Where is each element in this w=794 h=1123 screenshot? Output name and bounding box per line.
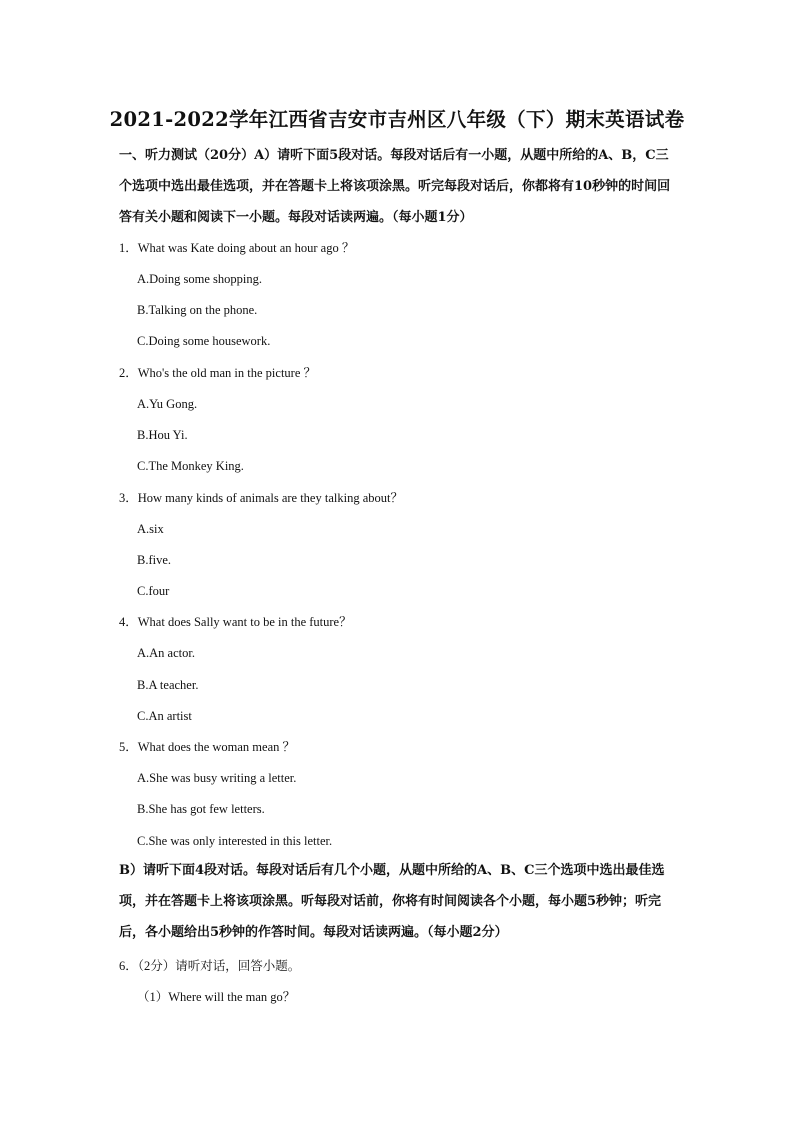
question-6-stem: 6．（2分）请听对话，回答小题。 [119,959,301,973]
question-2-option-b: B.Hou Yi. [137,428,188,442]
question-4-option-b: B.A teacher. [137,678,199,692]
question-4-option-a: A.An actor. [137,646,195,660]
question-5-option-b: B.She has got few letters. [137,802,265,816]
question-5-option-a: A.She was busy writing a letter. [137,771,297,785]
question-5-option-c: C.She was only interested in this letter. [137,834,333,848]
question-1-option-a: A.Doing some shopping. [137,272,262,286]
question-3-stem: 3．How many kinds of animals are they talking about？ [119,491,403,505]
question-3-option-b: B.five. [137,553,172,567]
question-2-stem: 2．Who's the old man in the picture ？ [119,366,317,380]
question-4-option-c: C.An artist [137,709,192,723]
page-title: 2021-2022学年江西省吉安市吉州区八年级（下）期末英语试卷 [109,108,685,131]
question-6-sub-1: （1）Where will the man go？ [137,990,296,1004]
question-3-option-c: C.four [137,584,170,598]
question-1-stem: 1．What was Kate doing about an hour ago ？ [119,241,355,255]
question-2-option-a: A.Yu Gong. [137,397,198,411]
section-b-instructions: B）请听下面4段对话。每段对话后有几个小题，从题中所给的A、B、C三个选项中选出最佳选项，并在答题卡上将该项涂黑。听每段对话前，你将有时间阅读各个小题，每小题5秒钟；听完后，各小题给出5秒钟的作答时间。每段对话读两遍。（每小题2分） [119,863,665,940]
question-5-stem: 5．What does the woman mean ？ [119,740,295,754]
question-2-option-c: C.The Monkey King. [137,459,244,473]
question-3-option-a: A.six [137,522,164,536]
question-1-option-b: B.Talking on the phone. [137,303,258,317]
question-1-option-c: C.Doing some housework. [137,334,271,348]
question-4-stem: 4．What does Sally want to be in the future？ [119,615,352,629]
section-a-instructions: 一、听力测试（20分）A）请听下面5段对话。每段对话后有一小题，从题中所给的A、B，C三个选项中选出最佳选项，并在答题卡上将该项涂黑。听完每段对话后，你都将有10秒钟的时间回答有关小题和阅读下一小题。每段对话读两遍。（每小题1分） [119,148,671,225]
